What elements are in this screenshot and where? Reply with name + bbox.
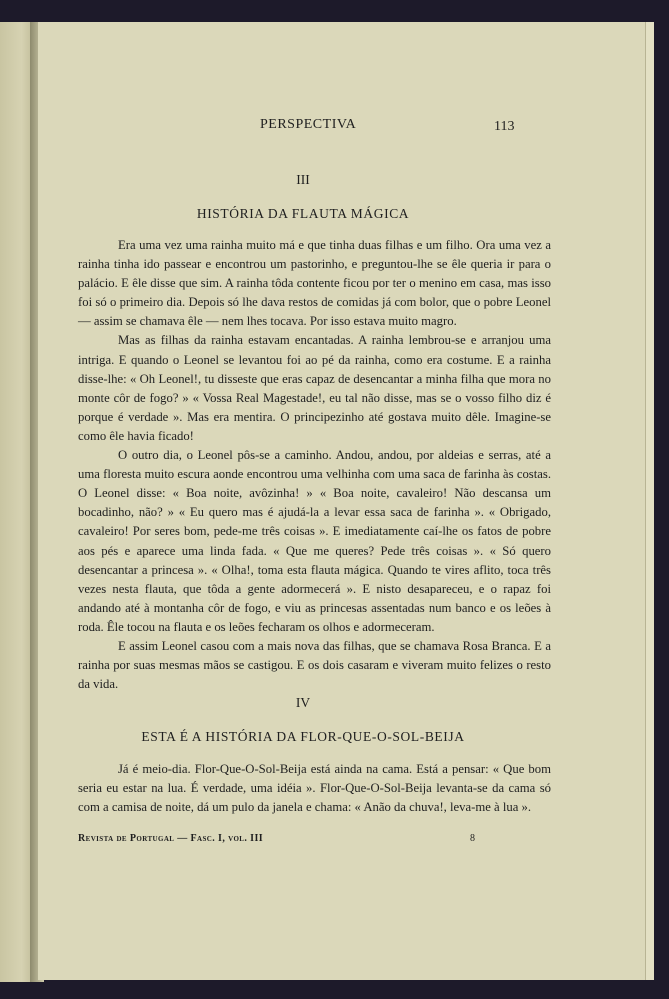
page-footer <box>78 833 551 844</box>
page-header <box>38 117 645 137</box>
paragraph: Já é meio-dia. Flor-Que-O-Sol-Beija está ainda na cama. Está a pensar: « Que bom seria eu estar na lua. É verdade, uma idéia ». Flor-Que-O-Sol-Beija levanta-se da cama só com a camisa de noite, dá um pulo da janela e chama: « Anão da chuva!, leva-me à lua ». <box>78 762 551 815</box>
paragraph: Mas as filhas da rainha estavam encantadas. A rainha lembrou-se e arranjou uma intriga. E quando o Leonel se levantou foi ao pé da rainha, como era costume. E a rainha disse-lhe: « Oh Leonel!, tu disseste que eras capaz de desencantar a minha filha que mora no monte côr de fogo? » « Vossa Real Magestade!, eu tal não disse, mas se o vosso filho diz é porque é verdade ». Mas era mentira. O principezinho até gostava muito dêle. Imagine-se como êle havia ficado! <box>78 333 551 443</box>
signature-mark: 8 <box>470 833 476 844</box>
page-edge-right <box>645 22 654 980</box>
section-title-flor: ESTA É A HISTÓRIA DA FLOR-QUE-O-SOL-BEIJA <box>141 729 465 744</box>
page-number: 113 <box>494 119 515 134</box>
running-title: PERSPECTIVA <box>260 117 357 132</box>
paragraph: O outro dia, o Leonel pôs-se a caminho. Andou, andou, por aldeias e serras, até a uma floresta muito escura aonde encontrou uma velhinha com uma saca de farinha às costas. O Leonel disse: « Boa noite, avôzinha! » « Boa noite, cavaleiro! Não descansa um bocadinho, não? » « Eu quero mas é ajudá-la a levar essa saca de farinha ». « Obrigado, cavaleiro! Por seres bom, pede-me três coisas ». E imediatamente caí-lhe os fatos de pobre aos pés e aparece uma linda fada. « Que me queres? Pede três coisas ». « Só quero desencantar a princesa ». « Olha!, toma esta flauta mágica. Quando te vires aflito, toca três vezes nesta flauta, que tôda a gente adormecerá ». E nisto desapareceu, e o rapaz foi andando até à montanha côr de fogo, e viu as princesas assentadas num banco e os leões à roda. Êle tocou na flauta e os leões fecharam os olhos e adormeceram. <box>78 448 551 634</box>
footer-source: Revista de Portugal — Fasc. I, vol. III <box>78 833 264 844</box>
section-title-flauta: HISTÓRIA DA FLAUTA MÁGICA <box>196 206 410 221</box>
section-iii-body <box>78 236 551 694</box>
section-number-iv: IV <box>295 695 311 710</box>
section-iv-body <box>78 760 551 817</box>
paragraph: Era uma vez uma rainha muito má e que tinha duas filhas e um filho. Ora uma vez a rainha tinha ido passear e encontrou um pastorinho, e preguntou-lhe se êle queria ir para o palácio. E êle disse que sim. A rainha tôda contente ficou por ter o menino em casa, mas isso foi só o primeiro dia. Depois só lhe dava restos de comidas já com bolor, que o pobre Leonel — assim se chamava êle — nem lhes tocava. Por isso estava muito magro. <box>78 238 551 329</box>
paragraph: E assim Leonel casou com a mais nova das filhas, que se chamava Rosa Branca. E a rainha por suas mesmas mãos se castigou. E os dois casaram e viveram muito felizes o resto da vida. <box>78 638 551 692</box>
book-page <box>38 22 645 980</box>
section-number-iii: III <box>296 172 310 187</box>
